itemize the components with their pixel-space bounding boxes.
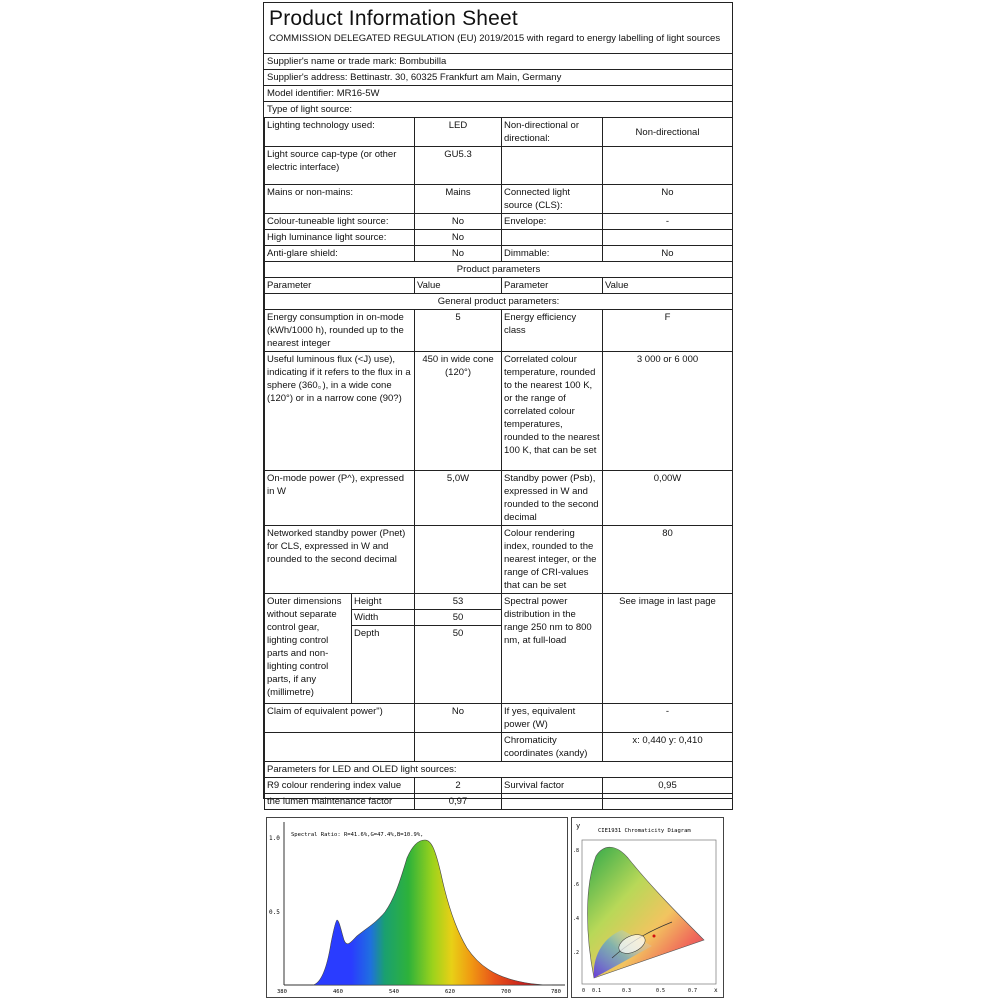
depth-value: 50	[415, 626, 502, 704]
chroma-empty-value	[415, 733, 502, 762]
general-parameters-heading: General product parameters:	[265, 294, 733, 310]
cie-x-tick-0: 0	[582, 988, 586, 994]
cie-y-tick-08: .8	[573, 848, 580, 854]
directional-value: Non-directional	[603, 118, 733, 147]
spectrum-x-tick-700: 700	[501, 989, 511, 995]
cie-point-marker	[653, 935, 656, 938]
mains-value: Mains	[415, 185, 502, 214]
cap-empty-cell	[502, 147, 603, 185]
energy-consumption-value: 5	[415, 310, 502, 352]
cie-x-tick-05: 0.5	[656, 988, 666, 994]
cri-label: Colour rendering index, rounded to the nearest integer, or the range of CRI-values that can be set	[502, 526, 603, 594]
equivalent-power-claim-value: No	[415, 704, 502, 733]
product-parameters-heading: Product parameters	[265, 262, 733, 278]
spectrum-graphic	[267, 818, 567, 997]
depth-label: Depth	[352, 626, 415, 704]
cie-x-axis-label: x	[714, 987, 718, 994]
chroma-empty-label	[265, 733, 415, 762]
cie-chromaticity-diagram	[571, 817, 724, 998]
spectrum-x-tick-540: 540	[389, 989, 399, 995]
tuneable-label: Colour-tuneable light source:	[265, 214, 415, 230]
survival-factor-label: Survival factor	[502, 778, 603, 794]
spectrum-x-tick-380: 380	[277, 989, 287, 995]
luminous-flux-label: Useful luminous flux (<J) use), indicating if it refers to the flux in a sphere (360。), in a wide cone (120°) or in a narrow cone (90?)	[265, 352, 415, 471]
luminous-flux-value: 450 in wide cone (120°)	[415, 352, 502, 471]
cri-value: 80	[603, 526, 733, 594]
height-value: 53	[415, 594, 502, 610]
directional-label: Non-directional or directional:	[502, 118, 603, 147]
anti-glare-value: No	[415, 246, 502, 262]
model-identifier: Model identifier: MR16-5W	[267, 88, 380, 99]
cie-y-tick-04: .4	[573, 916, 580, 922]
outer-dimensions-label: Outer dimensions without separate control gear, lighting control parts and non-lighting control parts, if any (millimetre)	[265, 594, 352, 704]
high-luminance-label: High luminance light source:	[265, 230, 415, 246]
height-label: Height	[352, 594, 415, 610]
model-identifier-row	[264, 85, 732, 102]
lumen-maintenance-value: 0,97	[415, 794, 502, 810]
mains-label: Mains or non-mains:	[265, 185, 415, 214]
cie-x-tick-03: 0.3	[622, 988, 632, 994]
dimmable-label: Dimmable:	[502, 246, 603, 262]
standby-power-label: Standby power (Psb), expressed in W and rounded to the second decimal	[502, 471, 603, 526]
cap-empty-value	[603, 147, 733, 185]
r9-value: 2	[415, 778, 502, 794]
high-lum-empty-value	[603, 230, 733, 246]
parameters-grid	[264, 117, 732, 810]
supplier-address-row	[264, 69, 732, 86]
lighting-tech-value: LED	[415, 118, 502, 147]
envelope-label: Envelope:	[502, 214, 603, 230]
cie-graphic	[572, 818, 723, 997]
cie-y-axis-label: y	[576, 822, 581, 830]
width-value: 50	[415, 610, 502, 626]
parameter-header-2: Parameter	[502, 278, 603, 294]
envelope-value: -	[603, 214, 733, 230]
spectral-ratio: Spectral Ratio: R=41.6%,G=47.4%,B=10.9%,	[291, 832, 424, 838]
cct-label: Correlated colour temperature, rounded to the nearest 100 K, or the range of correlated colour temperatures, rounded to the nearest 100 K, that can be set	[502, 352, 603, 471]
spectrum-y-tick-1: 1.0	[269, 835, 280, 842]
spd-value: See image in last page	[603, 594, 733, 704]
dimmable-value: No	[603, 246, 733, 262]
on-mode-power-label: On-mode power (P^), expressed in W	[265, 471, 415, 526]
cls-label: Connected light source (CLS):	[502, 185, 603, 214]
high-lum-empty	[502, 230, 603, 246]
tuneable-value: No	[415, 214, 502, 230]
cap-type-value: GU5.3	[415, 147, 502, 185]
led-parameters-heading: Parameters for LED and OLED light sources:	[265, 762, 733, 778]
cap-type-label: Light source cap-type (or other electric interface)	[265, 147, 415, 185]
spectral-distribution-image	[266, 817, 568, 998]
sheet-title: Product Information Sheet	[269, 7, 518, 30]
cie-title: CIE1931 Chromaticity Diagram	[598, 828, 691, 834]
spectrum-x-tick-460: 460	[333, 989, 343, 995]
light-source-type-row	[264, 101, 732, 118]
spd-label: Spectral power distribution in the range 250 nm to 800 nm, at full-load	[502, 594, 603, 704]
efficiency-class-label: Energy efficiency class	[502, 310, 603, 352]
width-label: Width	[352, 610, 415, 626]
anti-glare-label: Anti-glare shield:	[265, 246, 415, 262]
cct-value: 3 000 or 6 000	[603, 352, 733, 471]
equivalent-power-label: If yes, equivalent power (W)	[502, 704, 603, 733]
chromaticity-value: x: 0,440 y: 0,410	[603, 733, 733, 762]
spectrum-curve	[313, 840, 552, 985]
lumen-maintenance-label: the lumen maintenance factor	[265, 794, 415, 810]
energy-consumption-label: Energy consumption in on-mode (kWh/1000 h), rounded up to the nearest integer	[265, 310, 415, 352]
equivalent-power-claim-label: Claim of equivalent power")	[265, 704, 415, 733]
parameter-header-1: Parameter	[265, 278, 415, 294]
product-information-sheet	[263, 2, 733, 807]
supplier-name-row	[264, 53, 732, 70]
r9-label: R9 colour rendering index value	[265, 778, 415, 794]
spectrum-x-tick-620: 620	[445, 989, 455, 995]
cie-x-tick-07: 0.7	[688, 988, 698, 994]
value-header-1: Value	[415, 278, 502, 294]
lighting-tech-label: Lighting technology used:	[265, 118, 415, 147]
lumen-empty-value	[603, 794, 733, 810]
cie-y-tick-06: .6	[573, 882, 580, 888]
value-header-2: Value	[603, 278, 733, 294]
on-mode-power-value: 5,0W	[415, 471, 502, 526]
networked-standby-label: Networked standby power (Pnet) for CLS, expressed in W and rounded to the second decimal	[265, 526, 415, 594]
networked-standby-value	[415, 526, 502, 594]
spectrum-x-tick-780: 780	[551, 989, 561, 995]
high-luminance-value: No	[415, 230, 502, 246]
lumen-empty-label	[502, 794, 603, 810]
cie-y-tick-02: .2	[573, 950, 580, 956]
standby-power-value: 0,00W	[603, 471, 733, 526]
cls-value: No	[603, 185, 733, 214]
chromaticity-label: Chromaticity coordinates (xandy)	[502, 733, 603, 762]
supplier-name: Supplier's name or trade mark: Bombubilla	[267, 56, 447, 67]
light-source-type: Type of light source:	[267, 104, 353, 115]
efficiency-class-value: F	[603, 310, 733, 352]
equivalent-power-value: -	[603, 704, 733, 733]
sheet-subtitle: COMMISSION DELEGATED REGULATION (EU) 2019/2015 with regard to energy labelling of light sources	[269, 33, 721, 44]
spectrum-y-tick-2: 0.5	[269, 909, 280, 916]
survival-factor-value: 0,95	[603, 778, 733, 794]
cie-x-tick-01: 0.1	[592, 988, 602, 994]
supplier-address: Supplier's address: Bettinastr. 30, 60325 Frankfurt am Main, Germany	[267, 72, 562, 83]
